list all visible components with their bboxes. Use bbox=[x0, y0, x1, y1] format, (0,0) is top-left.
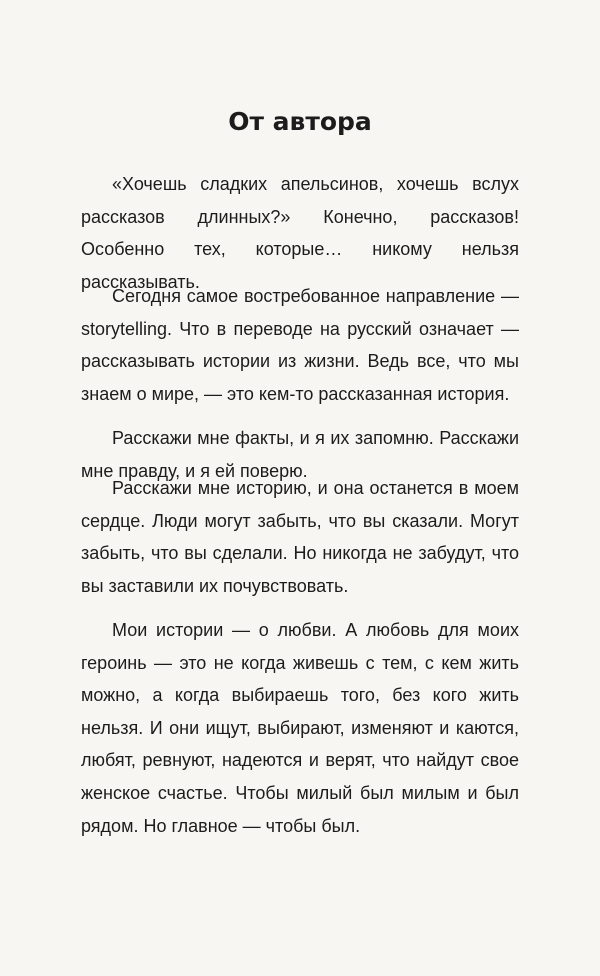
paragraph-1: «Хочешь сладких апельсинов, хочешь вслух рассказов длинных?» Конечно, рассказов! Особенно тех, которые… никому нельзя рассказывать. bbox=[81, 174, 519, 292]
page-title: От автора bbox=[228, 107, 372, 136]
paragraph-4: Расскажи мне историю, и она останется в моем сердце. Люди могут забыть, что вы сказали. Могут забыть, что вы сделали. Но никогда не забудут, что вы заставили их почувствовать. bbox=[81, 478, 519, 596]
paragraph-2: Сегодня самое востребованное направление — storytelling. Что в переводе на русский означает — рассказывать истории из жизни. Ведь все, что мы знаем о мире, — это кем-то рассказанная история. bbox=[81, 286, 519, 404]
paragraph-3: Расскажи мне факты, и я их запомню. Расскажи мне правду, и я ей поверю. bbox=[81, 428, 519, 481]
paragraph-5: Мои истории — о любви. А любовь для моих героинь — это не когда живешь с тем, с кем жить можно, а когда выбираешь того, без кого жить нельзя. И они ищут, выбирают, изменяют и каются, любят, ревнуют, надеются и верят, что найдут свое женское счастье. Чтобы милый был милым и был рядом. Но главное — чтобы был. bbox=[81, 620, 519, 836]
